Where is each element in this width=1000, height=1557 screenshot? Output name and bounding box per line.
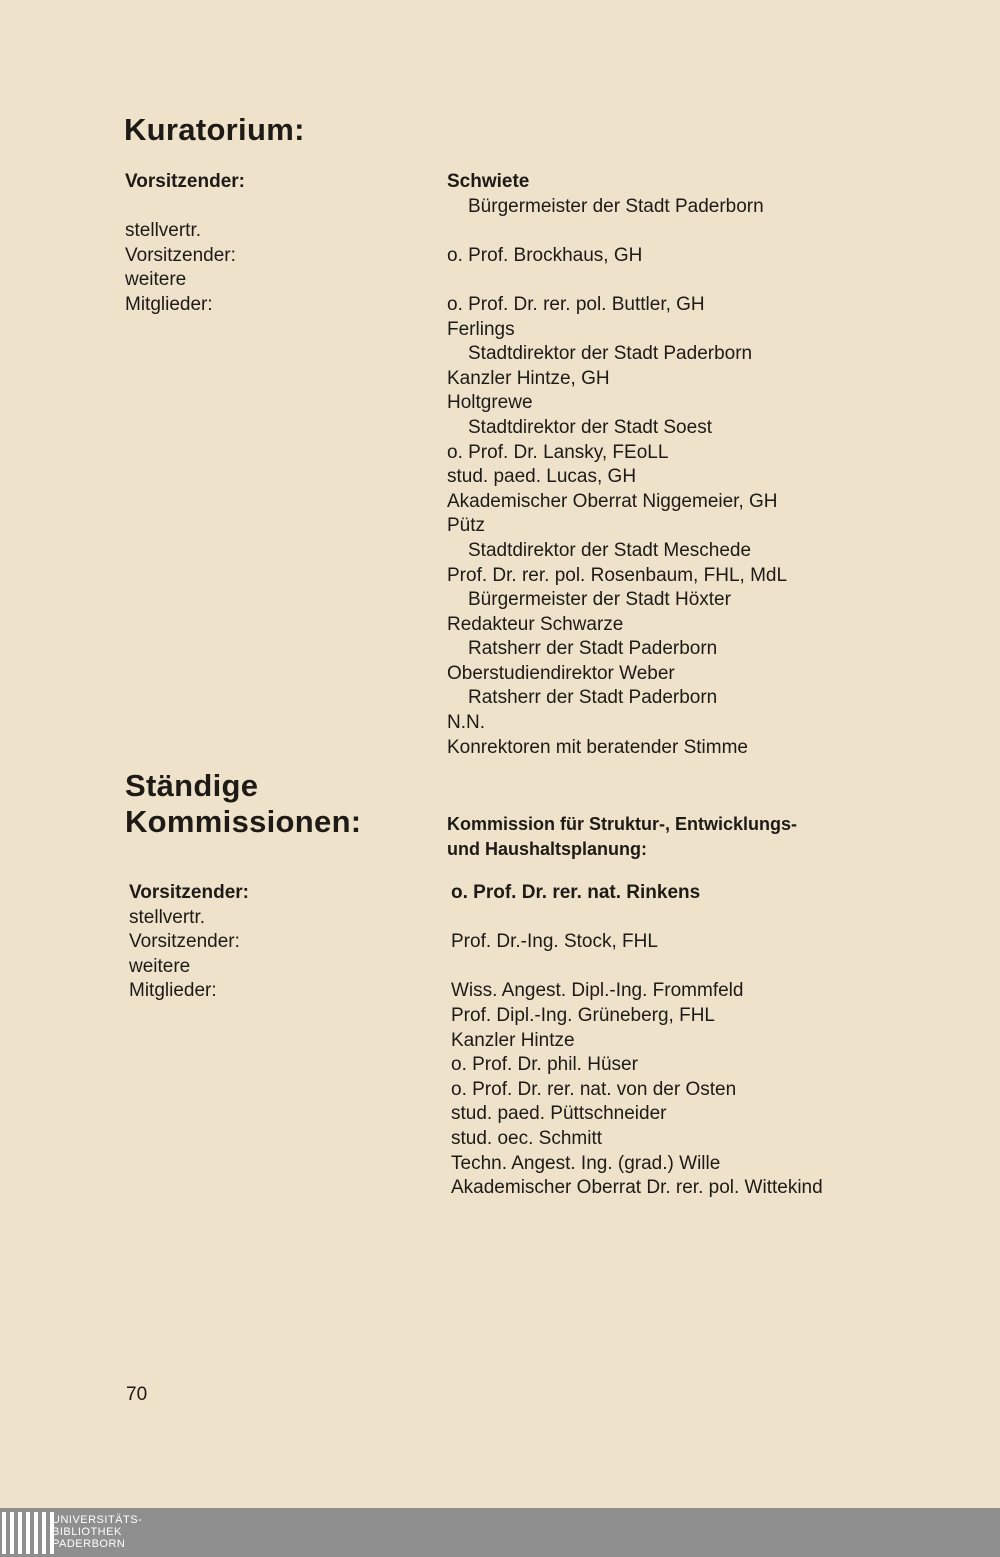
label-deputy-2: Vorsitzender: — [129, 931, 240, 953]
chair-name: Schwiete — [447, 171, 530, 192]
commission-member: Techn. Angest. Ing. (grad.) Wille — [451, 1152, 721, 1174]
logo-line: PADERBORN — [52, 1538, 126, 1550]
commission-member: Prof. Dipl.-Ing. Grüneberg, FHL — [451, 1004, 715, 1026]
library-logo-text — [52, 1514, 142, 1550]
member-line: Oberstudiendirektor Weber — [447, 662, 675, 684]
commission-title — [447, 812, 797, 862]
label-members-2: Mitglieder: — [129, 980, 217, 1002]
member-line: o. Prof. Dr. rer. pol. Buttler, GH — [447, 293, 705, 315]
member-role: Stadtdirektor der Stadt Paderborn — [468, 343, 753, 365]
member-role: Bürgermeister der Stadt Höxter — [468, 589, 731, 611]
member-line: o. Prof. Dr. Lansky, FEoLL — [447, 441, 669, 463]
library-logo-icon — [2, 1512, 54, 1554]
member-line: Akademischer Oberrat Niggemeier, GH — [447, 490, 778, 512]
commission-member: o. Prof. Dr. phil. Hüser — [451, 1054, 638, 1076]
deputy-name: o. Prof. Brockhaus, GH — [447, 244, 643, 266]
commission-title-line2: und Haushaltsplanung: — [447, 839, 647, 859]
label-deputy-1: stellvertr. — [129, 906, 206, 928]
library-footer — [0, 1508, 1000, 1557]
logo-line: BIBLIOTHEK — [52, 1526, 122, 1538]
commission-member: Kanzler Hintze — [451, 1029, 575, 1051]
label-chair: Vorsitzender: — [125, 171, 246, 192]
kommissionen-heading-line2: Kommissionen: — [125, 804, 362, 839]
commission-member: stud. paed. Püttschneider — [451, 1103, 667, 1125]
label-deputy-2: Vorsitzender: — [125, 244, 236, 266]
kommission-labels — [129, 881, 249, 1004]
member-line: Prof. Dr. rer. pol. Rosenbaum, FHL, MdL — [447, 564, 788, 586]
member-line: Konrektoren mit beratender Stimme — [447, 736, 748, 758]
member-role: Stadtdirektor der Stadt Soest — [468, 416, 712, 438]
member-role: Stadtdirektor der Stadt Meschede — [468, 539, 752, 561]
chair-role: Bürgermeister der Stadt Paderborn — [468, 195, 764, 217]
member-role: Ratsherr der Stadt Paderborn — [468, 687, 718, 709]
member-line: N.N. — [447, 712, 485, 734]
label-deputy-1: stellvertr. — [125, 220, 202, 242]
commission-member: Akademischer Oberrat Dr. rer. pol. Wittekind — [451, 1177, 823, 1199]
kuratorium-heading: Kuratorium: — [124, 112, 305, 147]
kommission-names — [451, 881, 823, 1201]
commission-deputy: Prof. Dr.-Ing. Stock, FHL — [451, 931, 658, 953]
commission-chair: o. Prof. Dr. rer. nat. Rinkens — [451, 882, 701, 903]
member-line: stud. paed. Lucas, GH — [447, 466, 637, 488]
member-line: Redakteur Schwarze — [447, 613, 624, 635]
member-line: Kanzler Hintze, GH — [447, 367, 610, 389]
commission-member: o. Prof. Dr. rer. nat. von der Osten — [451, 1078, 737, 1100]
label-members-2: Mitglieder: — [125, 293, 213, 315]
page-number: 70 — [126, 1384, 148, 1405]
kommissionen-heading-line1: Ständige — [125, 768, 259, 803]
logo-line: UNIVERSITÄTS- — [52, 1514, 143, 1526]
kuratorium-names — [447, 170, 787, 760]
commission-title-line1: Kommission für Struktur-, Entwicklungs- — [447, 814, 798, 834]
commission-member: stud. oec. Schmitt — [451, 1127, 603, 1149]
kuratorium-labels — [125, 170, 245, 318]
commission-member: Wiss. Angest. Dipl.-Ing. Frommfeld — [451, 980, 744, 1002]
label-members-1: weitere — [129, 955, 191, 977]
label-members-1: weitere — [125, 269, 187, 291]
member-line: Holtgrewe — [447, 392, 533, 414]
label-chair: Vorsitzender: — [129, 882, 250, 903]
member-role: Ratsherr der Stadt Paderborn — [468, 638, 718, 660]
member-line: Pütz — [447, 515, 486, 537]
member-line: Ferlings — [447, 318, 515, 340]
